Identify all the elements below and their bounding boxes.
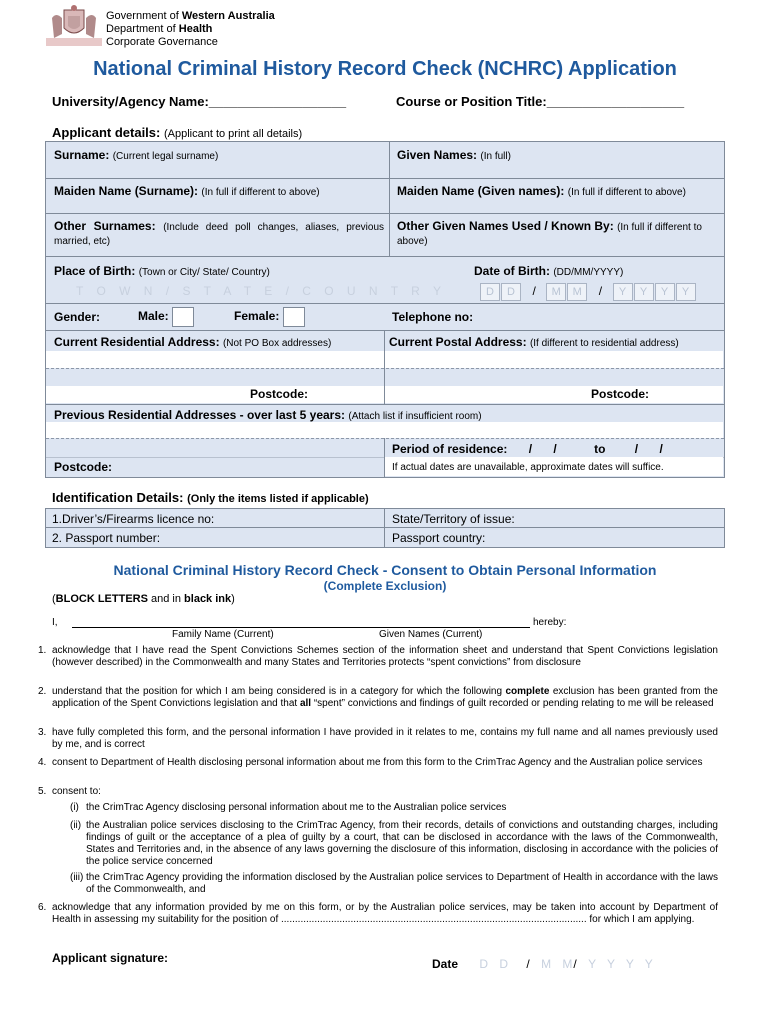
consent-subtitle: (Complete Exclusion) xyxy=(323,579,447,593)
applicant-heading: Applicant details: (Applicant to print all details) xyxy=(52,125,303,140)
identification-heading: Identification Details: (Only the items listed if applicable) xyxy=(52,490,369,505)
male-checkbox[interactable]: Male: xyxy=(138,307,194,327)
consent-title: National Criminal History Record Check - Consent to Obtain Personal Information xyxy=(113,562,657,578)
consent-item-4: 4. consent to Department of Health disclosing personal information about me from this form to the CrimTrac Agency and the Australian police services xyxy=(38,757,703,768)
residential-address-field[interactable]: Current Residential Address: (Not PO Box addresses) xyxy=(54,335,332,349)
header-line-3: Corporate Governance xyxy=(106,36,218,48)
identification-box xyxy=(45,508,725,548)
given-names-label: Given Names (Current) xyxy=(379,629,483,640)
header-line-2: Department of Health xyxy=(106,23,213,35)
date-of-birth-input[interactable]: D D / M M / Y Y Y Y xyxy=(480,282,697,301)
header-line-1: Government of Western Australia xyxy=(106,10,275,22)
other-given-field[interactable]: Other Given Names Used / Known By: (In full if different to above) xyxy=(397,219,702,247)
page-title: National Criminal History Record Check (NCHRC) Application xyxy=(93,58,677,80)
place-of-birth-field[interactable]: Place of Birth: (Town or City/ State/ Country) xyxy=(54,264,270,278)
telephone-field[interactable]: Telephone no: xyxy=(392,310,474,324)
postal-postcode-field[interactable]: Postcode: xyxy=(591,387,650,401)
university-field[interactable]: University/Agency Name:___________________ xyxy=(52,94,347,109)
residential-postcode-field[interactable]: Postcode: xyxy=(250,387,309,401)
signature-field[interactable]: Applicant signature: xyxy=(52,951,169,965)
given-names-field[interactable]: Given Names: (In full) xyxy=(397,148,511,162)
consent-item-5: 5. consent to: xyxy=(38,786,101,797)
maiden-surname-field[interactable]: Maiden Name (Surname): (In full if different to above) xyxy=(54,184,320,198)
applicant-details-box xyxy=(45,141,725,478)
licence-state-field[interactable]: State/Territory of issue: xyxy=(392,512,515,526)
family-name-label: Family Name (Current) xyxy=(172,629,274,640)
approximate-dates-note: If actual dates are unavailable, approximate dates will suffice. xyxy=(392,462,664,473)
previous-postcode-field[interactable]: Postcode: xyxy=(54,460,113,474)
postal-address-field[interactable]: Current Postal Address: (If different to residential address) xyxy=(389,335,679,349)
date-of-birth-label: Date of Birth: (DD/MM/YYYY) xyxy=(474,264,624,278)
consent-subitem-iii: (iii) the CrimTrac Agency providing the information disclosed by the Australian police services to Department of Health in accordance with the laws of the Commonwealth, and xyxy=(70,872,718,895)
surname-field[interactable]: Surname: (Current legal surname) xyxy=(54,148,219,162)
hereby-label: hereby: xyxy=(533,617,567,628)
crest-logo xyxy=(46,4,102,48)
date-field[interactable]: Date D D / M M/ Y Y Y Y xyxy=(432,957,654,971)
block-letters-note: (BLOCK LETTERS and in black ink) xyxy=(52,593,235,605)
passport-number-field[interactable]: 2. Passport number: xyxy=(52,531,161,545)
consent-item-6: 6. acknowledge that any information provided by me on this form, or by the Australian police services, may be taken into account by Department of Health in assessing my suitability for the position of .............................................................................................................. for which I am applying. xyxy=(38,902,718,925)
consent-item-2: 2. understand that the position for which I am being considered is in a category for which the following complete exclusion has been granted from the application of the Spent Convictions legislation and that all “spent” convictions and findings of guilt recorded or pending relating to me will be released xyxy=(38,686,718,709)
course-field[interactable]: Course or Position Title:___________________ xyxy=(396,94,685,109)
i-label: I, xyxy=(52,617,58,628)
other-surnames-field[interactable]: Other Surnames: (Include deed poll changes, aliases, previous married, etc) xyxy=(54,219,385,247)
maiden-given-field[interactable]: Maiden Name (Given names): (In full if different to above) xyxy=(397,184,686,198)
female-checkbox[interactable]: Female: xyxy=(234,307,305,327)
name-line-input[interactable] xyxy=(72,627,530,628)
previous-addresses-field[interactable]: Previous Residential Addresses - over last 5 years: (Attach list if insufficient room) xyxy=(54,408,482,422)
period-of-residence-field[interactable]: Period of residence: / / to / / xyxy=(392,442,663,456)
consent-item-1: 1. acknowledge that I have read the Spent Convictions Schemes section of the information sheet and understand that Spent Convictions legislation (however described) in the Commonwealth and many States and Territories protects “spent convictions” from disclosure xyxy=(38,645,718,668)
licence-field[interactable]: 1.Driver’s/Firearms licence no: xyxy=(52,512,215,526)
consent-subitem-i: (i) the CrimTrac Agency disclosing personal information about me to the Australian police services xyxy=(70,802,507,813)
gender-label: Gender: xyxy=(54,310,101,324)
consent-item-3: 3. have fully completed this form, and the personal information I have provided in it relates to me, contains my full name and all names previously used by me, and is correct xyxy=(38,727,718,750)
passport-country-field[interactable]: Passport country: xyxy=(392,531,486,545)
place-of-birth-placeholder: T O W N / S T A T E / C O U N T R Y xyxy=(76,284,442,298)
consent-subitem-ii: (ii) the Australian police services disclosing to the CrimTrac Agency, from their records, details of convictions and outstanding charges, including findings of guilt or the acceptance of a plea of guilty by a court, that can be disclosed in accordance with the laws of the Commonwealth, States and Territories and, in the absence of any laws governing the disclosure of this information, disclosing in accordance with the policies of the police service concerned xyxy=(70,820,718,867)
